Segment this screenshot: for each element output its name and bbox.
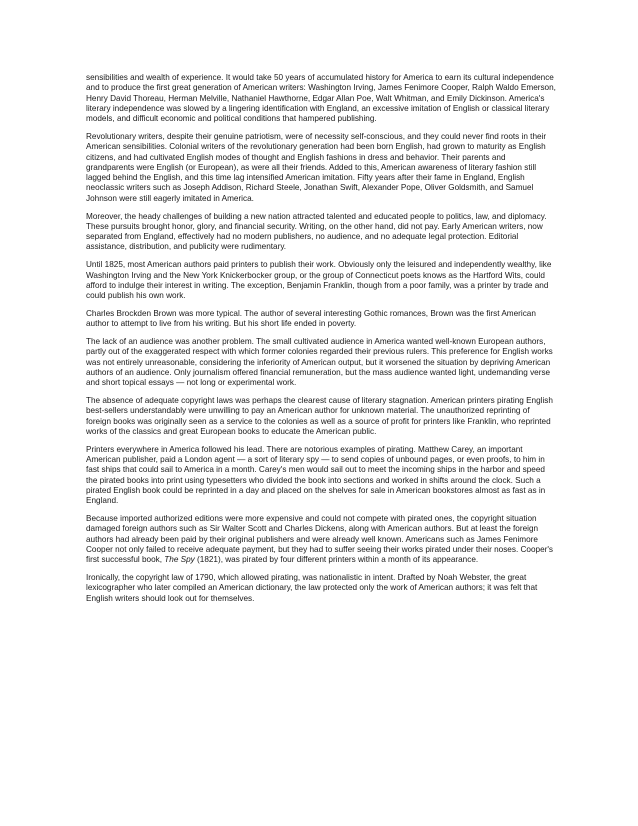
paragraph-lack-of-audience: The lack of an audience was another problem. The small cultivated audience in America wanted well-known European authors, partly out of the exaggerated respect with which former colonies regarded their previous rulers. This preference for English works was not entirely unreasonable, considering the inferiority of American output, but it worsened the situation by depriving American authors of an audience. Only journalism offered financial remuneration, but the mass audience wanted light, undemanding verse and short topical essays — not long or experimental work. <box>86 337 553 388</box>
paragraph-literary-independence: sensibilities and wealth of experience. It would take 50 years of accumulated history for America to earn its cultural independence and to produce the first great generation of American writers: Washington Irving, James Fenimore Cooper, Ralph Waldo Emerson, Henry David Thoreau, Herman Melville, Nathaniel Hawthorne, Edgar Allan Poe, Walt Whitman, and Emily Dickinson. America's literary independence was slowed by a lingering identification with England, an excessive imitation of English or classical literary models, and difficult economic and political conditions that hampered publishing. <box>86 73 556 124</box>
paragraph-paid-printers: Until 1825, most American authors paid printers to publish their work. Obviously only the leisured and independently wealthy, like Washington Irving and the New York Knickerbocker group, or the group of Connecticut poets knows as the Hartford Wits, could afford to indulge their interest in writing. The exception, Benjamin Franklin, though from a poor family, was a printer by trade and could publish his own work. <box>86 260 552 301</box>
paragraph-charles-brockden-brown: Charles Brockden Brown was more typical. The author of several interesting Gothic romances, Brown was the first American author to attempt to live from his writing. But his short life ended in poverty. <box>86 308 536 329</box>
paragraph-imported-editions-text-before: Because imported authorized editions were more expensive and could not compete with pirated ones, the copyright situation damaged foreign authors such as Sir Walter Scott and Charles Dickens, along with American authors. But at least the foreign authors had already been paid by their original publishers and were already well known. Americans such as James Fenimore Cooper not only failed to receive adequate payment, but they had to suffer seeing their works pirated under their noses. Cooper's first successful book, <box>86 513 554 565</box>
book-title-the-spy: The Spy <box>164 555 195 565</box>
paragraph-pirating-examples: Printers everywhere in America followed his lead. There are notorious examples of pirating. Matthew Carey, an important American publisher, paid a London agent — a sort of literary spy — to send copies of unbound pages, or even proofs, to him in fast ships that could sail to America in a month. Carey's men would sail out to meet the incoming ships in the harbor and speed the pirated books into print using typesetters who divided the book into sections and worked in shifts around the clock. Such a pirated English book could be reprinted in a day and placed on the shelves for sale in American bookstores almost as fast as in England. <box>86 444 546 506</box>
paragraph-imported-editions-text-after: (1821), was pirated by four different printers within a month of its appearance. <box>194 555 479 565</box>
paragraph-copyright-law-1790: Ironically, the copyright law of 1790, which allowed pirating, was nationalistic in intent. Drafted by Noah Webster, the great lexicographer who later compiled an American dictionary, the law protected only the work of American authors; it was felt that English writers should look out for themselves. <box>86 572 538 603</box>
paragraph-new-nation-challenges: Moreover, the heady challenges of building a new nation attracted talented and educated people to politics, law, and diplomacy. These pursuits brought honor, glory, and financial security. Writing, on the other hand, did not pay. Early American writers, now separated from England, effectively had no modern publishers, no audience, and no adequate legal protection. Editorial assistance, distribution, and publicity were rudimentary. <box>86 211 547 252</box>
paragraph-imported-editions <box>86 514 556 565</box>
document-page <box>86 73 556 611</box>
paragraph-copyright-laws: The absence of adequate copyright laws was perhaps the clearest cause of literary stagnation. American printers pirating English best-sellers understandably were unwilling to pay an American author for unknown material. The unauthorized reprinting of foreign books was originally seen as a service to the colonies as well as a source of profit for printers like Franklin, who reprinted works of the classics and great European books to educate the American public. <box>86 396 553 436</box>
paragraph-revolutionary-writers: Revolutionary writers, despite their genuine patriotism, were of necessity self-conscious, and they could never find roots in their American sensibilities. Colonial writers of the revolutionary generation had been born English, had grown to maturity as English citizens, and had cultivated English modes of thought and English fashions in dress and behavior. Their parents and grandparents were English (or European), as were all their friends. Added to this, American awareness of literary fashion still lagged behind the English, and this time lag intensified American imitation. Fifty years after their fame in England, English neoclassic writers such as Joseph Addison, Richard Steele, Jonathan Swift, Alexander Pope, Oliver Goldsmith, and Samuel Johnson were still eagerly imitated in America. <box>86 131 547 203</box>
